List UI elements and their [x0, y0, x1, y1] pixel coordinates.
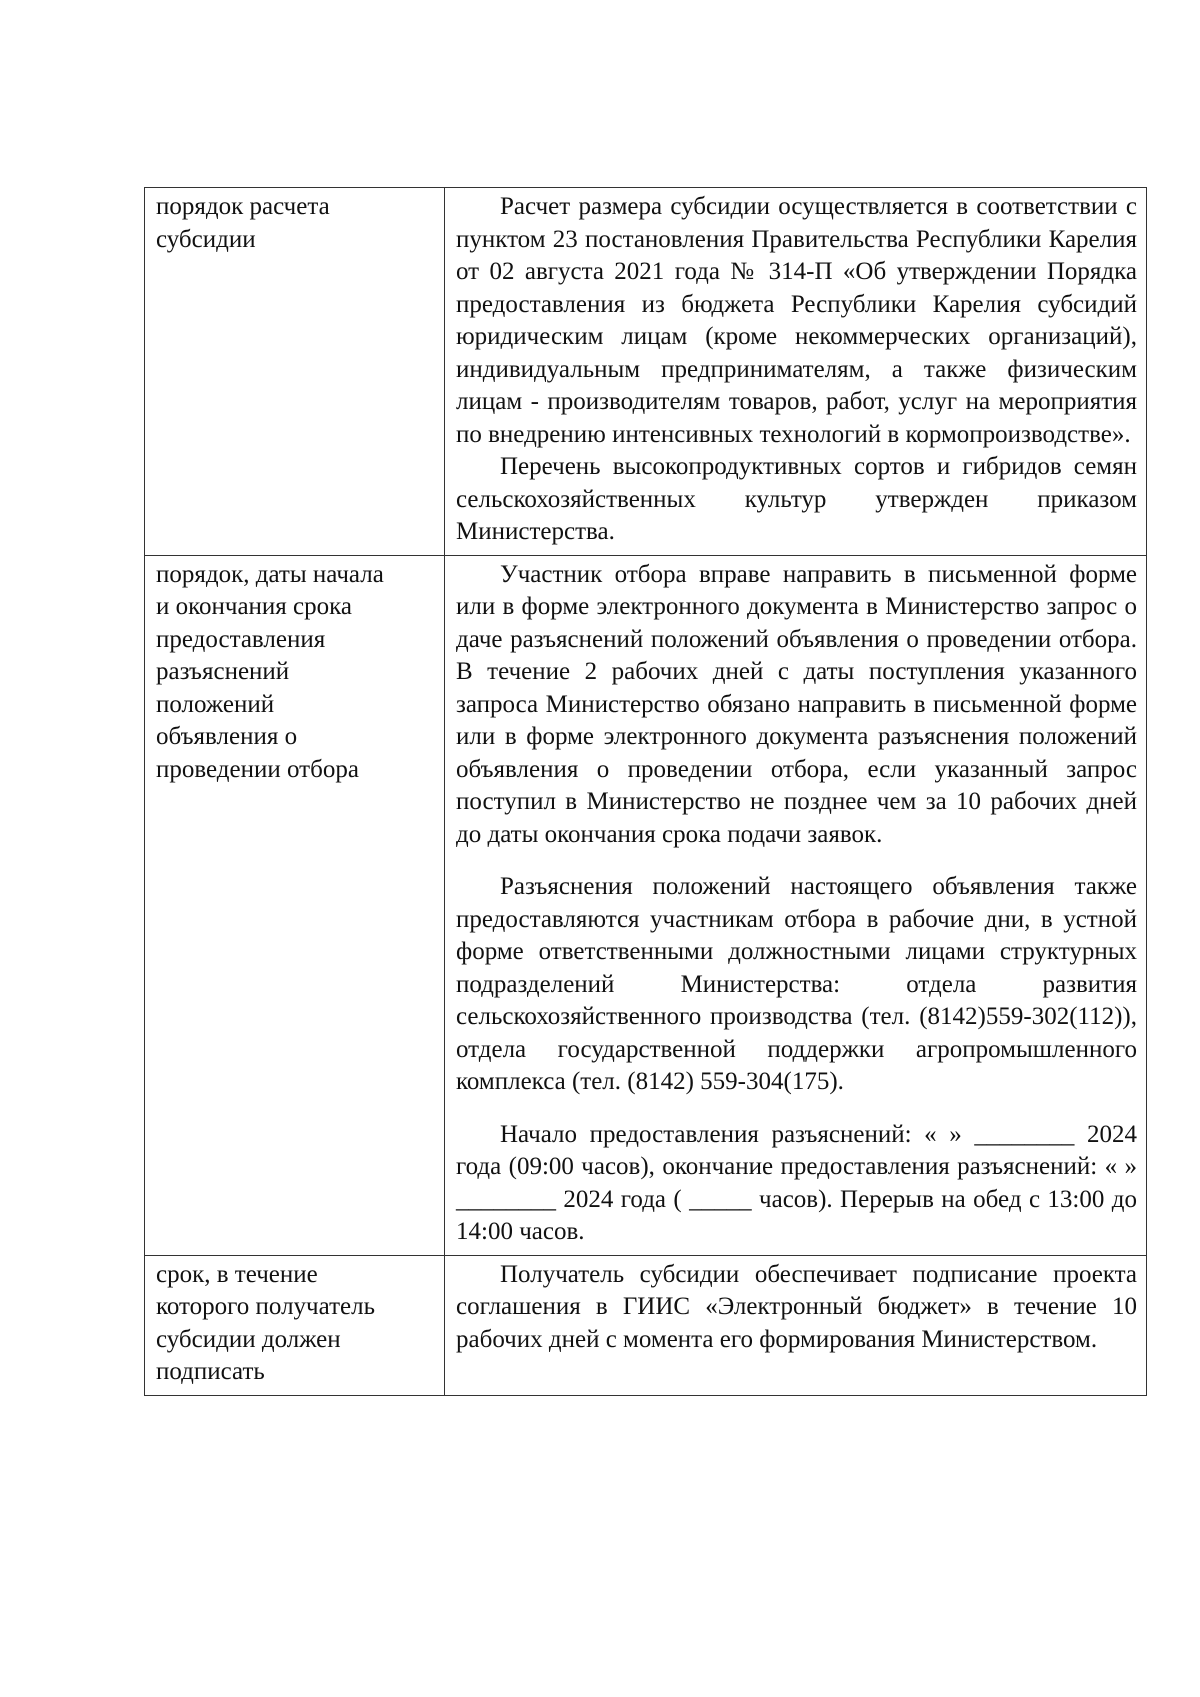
row-content-cell	[445, 188, 1147, 556]
paragraph: Разъяснения положений настоящего объявления также предоставляются участникам отбора в рабочие дни, в устной форме ответственными должностными лицами структурных подразделений Министерства: отдела развития сельскохозяйственного производства (тел. (8142)559-302(112)), отдела государственной поддержки агропромышленного комплекса (тел. (8142) 559-304(175).	[456, 873, 1137, 1095]
document-table	[144, 187, 1147, 1396]
table-row-subsidy-calculation	[145, 188, 1147, 556]
row-label-cell	[145, 555, 445, 1255]
paragraph: Расчет размера субсидии осуществляется в соответствии с пунктом 23 постановления Правительства Республики Карелия от 02 августа 2021 года № 314-П «Об утверждении Порядка предоставления из бюджета Республики Карелия субсидий юридическим лицам (кроме некоммерческих организаций), индивидуальным предпринимателям, а также физическим лицам - производителям товаров, работ, услуг на мероприятия по внедрению интенсивных технологий в кормопроизводстве».	[456, 193, 1137, 448]
row-content-cell	[445, 555, 1147, 1255]
paragraph: Перечень высокопродуктивных сортов и гибридов семян сельскохозяйственных культур утвержден приказом Министерства.	[456, 453, 1137, 545]
table-row-signing-deadline	[145, 1255, 1147, 1395]
paragraph: Начало предоставления разъяснений: « » ________ 2024 года (09:00 часов), окончание предоставления разъяснений: « » ________ 2024 года ( _____ часов). Перерыв на обед с 13:00 до 14:00 часов.	[456, 1120, 1137, 1245]
row-label: порядок, даты начала и окончания срока предоставления разъяснений положений объявления о проведении отбора	[156, 560, 384, 783]
row-label-cell	[145, 1255, 445, 1395]
row-label: срок, в течение которого получатель субсидии должен подписать	[156, 1260, 375, 1385]
row-content-cell	[445, 1255, 1147, 1395]
paragraph: Получатель субсидии обеспечивает подписание проекта соглашения в ГИИС «Электронный бюджет» в течение 10 рабочих дней с момента его формирования Министерством.	[456, 1260, 1137, 1353]
row-label: порядок расчета субсидии	[156, 193, 330, 253]
table-row-clarifications	[145, 555, 1147, 1255]
row-label-cell	[145, 188, 445, 556]
paragraph: Участник отбора вправе направить в письменной форме или в форме электронного документа в Министерство запрос о даче разъяснений положений объявления о проведении отбора. В течение 2 рабочих дней с даты поступления указанного запроса Министерство обязано направить в письменной форме или в форме электронного документа разъяснения положений объявления о проведении отбора, если указанный запрос поступил в Министерство не позднее чем за 10 рабочих дней до даты окончания срока подачи заявок.	[456, 560, 1137, 848]
